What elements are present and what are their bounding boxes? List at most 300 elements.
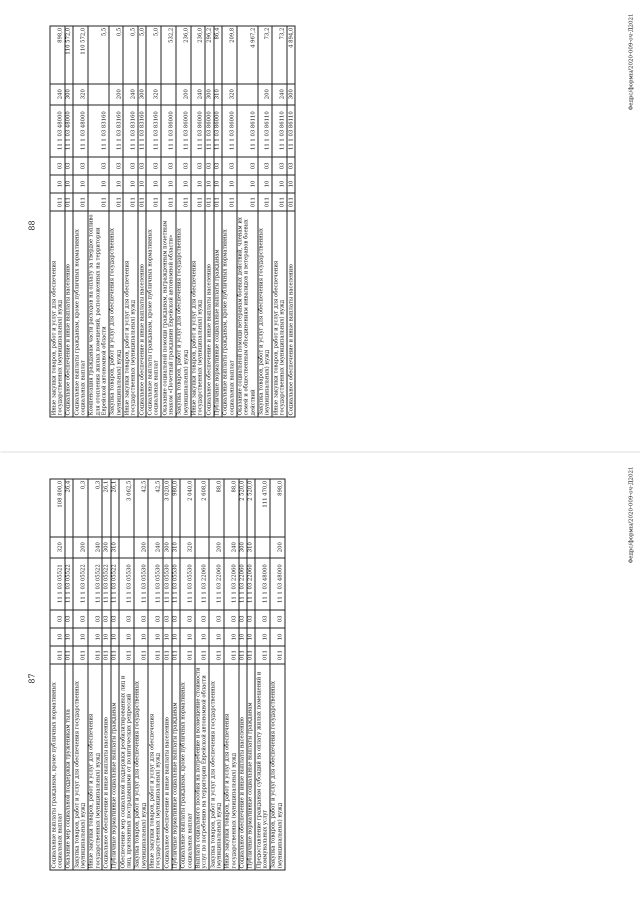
subsection-code: 03 xyxy=(88,610,103,628)
expense-type-code: 240 xyxy=(50,84,65,105)
ministry-code: 011 xyxy=(73,646,88,664)
expense-type-code: 320 xyxy=(222,84,237,105)
subsection-code: 03 xyxy=(111,610,119,628)
subsection-code: 03 xyxy=(191,157,206,175)
table-row xyxy=(214,26,222,417)
table-row xyxy=(224,479,239,870)
ministry-code: 011 xyxy=(65,193,73,211)
ministry-code: 011 xyxy=(209,646,224,664)
amount: 5,0 xyxy=(138,26,146,84)
ministry-code: 011 xyxy=(191,193,206,211)
ministry-code: 011 xyxy=(176,193,191,211)
subsection-code: 03 xyxy=(50,610,65,628)
amount: 88,0 xyxy=(209,479,224,537)
target-article-code: 11 1 03 86000 xyxy=(161,105,176,157)
target-article-code: 11 1 03 83160 xyxy=(88,105,109,157)
subsection-code: 03 xyxy=(180,610,195,628)
ministry-code: 011 xyxy=(255,646,270,664)
subsection-code: 03 xyxy=(134,610,149,628)
row-name: Иные закупки товаров, работ и услуг для обеспечения государственных (муниципальных) нужд xyxy=(224,664,239,870)
row-name: Закупка товаров, работ и услуг для обеспечения государственных (муниципальных) нужд xyxy=(176,211,191,417)
ministry-code: 011 xyxy=(148,646,163,664)
section-code: 10 xyxy=(239,628,247,646)
amount: 88,0 xyxy=(224,479,239,537)
subsection-code: 03 xyxy=(222,157,237,175)
table-row xyxy=(180,479,195,870)
section-code: 10 xyxy=(287,175,295,193)
table-row xyxy=(88,26,109,417)
table-row xyxy=(191,26,206,417)
table-row xyxy=(119,479,134,870)
section-code: 10 xyxy=(163,628,171,646)
ministry-code: 011 xyxy=(111,646,119,664)
amount: 4 894,0 xyxy=(287,26,295,84)
row-name: Закупка товаров, работ и услуг для обеспечения государственных (муниципальных) нужд xyxy=(258,211,273,417)
target-article-code: 11 1 03 22060 xyxy=(247,558,255,610)
amount: 0,5 xyxy=(109,26,124,84)
amount: 5,0 xyxy=(146,26,161,84)
ministry-code: 011 xyxy=(172,646,180,664)
expense-type-code xyxy=(119,537,134,558)
row-name: Иные закупки товаров, работ и услуг для обеспечения государственных (муниципальных) нужд xyxy=(191,211,206,417)
table-row xyxy=(176,26,191,417)
row-name: Обеспечение мер социальной поддержки реабилитированных лиц и лиц, признанных пострадавшими от политических репрессий xyxy=(119,664,134,870)
table-row xyxy=(195,479,210,870)
amount: 209,8 xyxy=(222,26,237,84)
target-article-code: 11 1 03 86110 xyxy=(237,105,258,157)
budget-table-body xyxy=(50,26,295,417)
amount: 980,0 xyxy=(172,479,180,537)
ministry-code: 011 xyxy=(239,646,247,664)
subsection-code: 03 xyxy=(239,610,247,628)
target-article-code: 11 1 03 05522 xyxy=(65,558,73,610)
table-row xyxy=(255,479,270,870)
page-footer: Федрс/формы/2020-009-оч-Д2021 xyxy=(628,13,635,111)
ministry-code: 011 xyxy=(237,193,258,211)
target-article-code: 11 1 03 05530 xyxy=(148,558,163,610)
table-row xyxy=(111,479,119,870)
section-code: 10 xyxy=(123,175,138,193)
ministry-code: 011 xyxy=(214,193,222,211)
expense-type-code: 300 xyxy=(138,84,146,105)
amount: 236,0 xyxy=(176,26,191,84)
table-row xyxy=(148,479,163,870)
ministry-code: 011 xyxy=(180,646,195,664)
section-code: 10 xyxy=(258,175,273,193)
row-name: Иные закупки товаров, работ и услуг для обеспечения государственных (муниципальных) нужд xyxy=(272,211,287,417)
amount: 0,3 xyxy=(88,479,103,537)
target-article-code: 11 1 03 86110 xyxy=(287,105,295,157)
page-footer: Федрс/формы/2020-009-оч-Д2021 xyxy=(628,466,635,564)
row-name: Иные закупки товаров, работ и услуг для обеспечения государственных (муниципальных) нужд xyxy=(148,664,163,870)
row-name: Социальное обеспечение и иные выплаты населению xyxy=(138,211,146,417)
table-row xyxy=(272,26,287,417)
row-name: Оказание мер социальной поддержки труженикам тыла xyxy=(65,664,73,870)
target-article-code: 11 1 03 05530 xyxy=(119,558,134,610)
expense-type-code: 300 xyxy=(239,537,247,558)
row-name: Социальное обеспечение и иные выплаты населению xyxy=(65,211,73,417)
amount: 236,0 xyxy=(191,26,206,84)
ministry-code: 011 xyxy=(138,193,146,211)
row-name: Закупка товаров, работ и услуг для обеспечения государственных (муниципальных) нужд xyxy=(270,664,285,870)
budget-table-left xyxy=(50,479,286,871)
amount: 532,2 xyxy=(161,26,176,84)
target-article-code: 11 1 03 83160 xyxy=(138,105,146,157)
expense-type-code: 240 xyxy=(224,537,239,558)
target-article-code: 11 1 03 86000 xyxy=(191,105,206,157)
expense-type-code xyxy=(88,84,109,105)
table-row xyxy=(258,26,273,417)
ministry-code: 011 xyxy=(247,646,255,664)
table-row xyxy=(88,479,103,870)
subsection-code: 03 xyxy=(195,610,210,628)
section-code: 10 xyxy=(102,628,110,646)
row-name: Предоставление гражданам субсидий на оплату жилых помещений и коммунальных услуг xyxy=(255,664,270,870)
target-article-code: 11 1 03 48000 xyxy=(270,558,285,610)
target-article-code: 11 1 03 48000 xyxy=(73,105,88,157)
section-code: 10 xyxy=(214,175,222,193)
row-name: Оказание социальной помощи ветеранам боевых действий, членам их семей и общественным объединениям инвалидов и ветеранов боевых действий xyxy=(237,211,258,417)
table-row xyxy=(50,26,65,417)
ministry-code: 011 xyxy=(109,193,124,211)
amount: 296,2 xyxy=(205,26,213,84)
subsection-code: 03 xyxy=(224,610,239,628)
table-row xyxy=(50,479,65,870)
table-row xyxy=(172,479,180,870)
table-row xyxy=(209,479,224,870)
target-article-code: 11 1 03 83160 xyxy=(123,105,138,157)
table-row xyxy=(138,26,146,417)
table-row xyxy=(65,479,73,870)
row-name: Социальные выплаты гражданам, кроме публичных нормативных социальных выплат xyxy=(180,664,195,870)
target-article-code: 11 1 03 22060 xyxy=(224,558,239,610)
section-code: 10 xyxy=(88,175,109,193)
section-code: 10 xyxy=(161,175,176,193)
section-code: 10 xyxy=(205,175,213,193)
target-article-code: 11 1 03 86000 xyxy=(176,105,191,157)
table-row xyxy=(239,479,247,870)
expense-type-code xyxy=(195,537,210,558)
expense-type-code: 300 xyxy=(65,84,73,105)
table-row xyxy=(237,26,258,417)
ministry-code: 011 xyxy=(119,646,134,664)
ministry-code: 011 xyxy=(102,646,110,664)
subsection-code: 03 xyxy=(65,157,73,175)
ministry-code: 011 xyxy=(88,646,103,664)
amount: 0,5 xyxy=(123,26,138,84)
amount: 26,1 xyxy=(102,479,110,537)
expense-type-code: 240 xyxy=(123,84,138,105)
target-article-code: 11 1 03 86000 xyxy=(222,105,237,157)
target-article-code: 11 1 03 48000 xyxy=(65,105,73,157)
subsection-code: 03 xyxy=(209,610,224,628)
table-row xyxy=(146,26,161,417)
section-code: 10 xyxy=(73,628,88,646)
target-article-code: 11 1 03 05522 xyxy=(88,558,103,610)
row-name: Социальные выплаты гражданам, кроме публичных нормативных социальных выплат xyxy=(146,211,161,417)
ministry-code: 011 xyxy=(88,193,109,211)
expense-type-code: 240 xyxy=(272,84,287,105)
expense-type-code: 200 xyxy=(270,537,285,558)
subsection-code: 03 xyxy=(247,610,255,628)
section-code: 10 xyxy=(172,628,180,646)
expense-type-code xyxy=(255,537,270,558)
subsection-code: 03 xyxy=(109,157,124,175)
row-name: Иные закупки товаров, работ и услуг для обеспечения государственных (муниципальных) нужд xyxy=(123,211,138,417)
section-code: 10 xyxy=(237,175,258,193)
page-number: 87 xyxy=(27,673,37,684)
amount: 2 040,0 xyxy=(180,479,195,537)
section-code: 10 xyxy=(195,628,210,646)
section-code: 10 xyxy=(222,175,237,193)
row-name: Социальные выплаты гражданам, кроме публичных нормативных социальных выплат xyxy=(73,211,88,417)
amount: 110 572,0 xyxy=(65,26,73,84)
row-name: Иные закупки товаров, работ и услуг для обеспечения государственных (муниципальных) нужд xyxy=(50,211,65,417)
ministry-code: 011 xyxy=(50,193,65,211)
section-code: 10 xyxy=(247,628,255,646)
row-name: Публичные нормативные социальные выплаты гражданам xyxy=(172,664,180,870)
expense-type-code: 310 xyxy=(111,537,119,558)
expense-type-code: 240 xyxy=(191,84,206,105)
target-article-code: 11 1 03 86000 xyxy=(205,105,213,157)
amount: 42,5 xyxy=(134,479,149,537)
expense-type-code: 240 xyxy=(88,537,103,558)
table-row xyxy=(134,479,149,870)
expense-type-code: 320 xyxy=(73,84,88,105)
subsection-code: 03 xyxy=(73,610,88,628)
row-name: Закупка товаров, работ и услуг для обеспечения государственных (муниципальных) нужд xyxy=(209,664,224,870)
subsection-code: 03 xyxy=(146,157,161,175)
section-code: 10 xyxy=(50,628,65,646)
target-article-code: 11 1 03 05522 xyxy=(102,558,110,610)
target-article-code: 11 1 03 05530 xyxy=(180,558,195,610)
table-row xyxy=(287,26,295,417)
section-code: 10 xyxy=(180,628,195,646)
row-name: Публичные нормативные социальные выплаты гражданам xyxy=(111,664,119,870)
amount: 2 520,0 xyxy=(247,479,255,537)
amount: 73,2 xyxy=(272,26,287,84)
ministry-code: 011 xyxy=(287,193,295,211)
target-article-code: 11 1 03 86110 xyxy=(258,105,273,157)
amount: 26,1 xyxy=(111,479,119,537)
target-article-code: 11 1 03 05521 xyxy=(50,558,65,610)
amount: 108 800,0 xyxy=(50,479,65,537)
row-name: Закупка товаров, работ и услуг для обеспечения государственных (муниципальных) нужд xyxy=(134,664,149,870)
expense-type-code: 310 xyxy=(172,537,180,558)
row-name: Социальное обеспечение и иные выплаты населению xyxy=(287,211,295,417)
section-code: 10 xyxy=(146,175,161,193)
ministry-code: 011 xyxy=(224,646,239,664)
ministry-code: 011 xyxy=(222,193,237,211)
section-code: 10 xyxy=(50,175,65,193)
subsection-code: 03 xyxy=(163,610,171,628)
table-row xyxy=(65,26,73,417)
subsection-code: 03 xyxy=(123,157,138,175)
section-code: 10 xyxy=(148,628,163,646)
expense-type-code xyxy=(161,84,176,105)
ministry-code: 011 xyxy=(258,193,273,211)
target-article-code: 11 1 03 86110 xyxy=(272,105,287,157)
ministry-code: 011 xyxy=(205,193,213,211)
expense-type-code: 240 xyxy=(148,537,163,558)
rotated-spread xyxy=(1,0,640,905)
page-88 xyxy=(1,0,640,452)
amount: 3 020,0 xyxy=(163,479,171,537)
section-code: 10 xyxy=(88,628,103,646)
ministry-code: 011 xyxy=(195,646,210,664)
table-row xyxy=(109,26,124,417)
ministry-code: 011 xyxy=(146,193,161,211)
subsection-code: 03 xyxy=(65,610,73,628)
table-row xyxy=(161,26,176,417)
ministry-code: 011 xyxy=(65,646,73,664)
row-name: Публичные нормативные социальные выплаты гражданам xyxy=(247,664,255,870)
expense-type-code: 320 xyxy=(146,84,161,105)
subsection-code: 03 xyxy=(138,157,146,175)
ministry-code: 011 xyxy=(161,193,176,211)
row-name: Социальное обеспечение и иные выплаты населению xyxy=(102,664,110,870)
subsection-code: 03 xyxy=(161,157,176,175)
row-name: Оказание социальной помощи гражданам, награжденным почетным знаком «Почетный гражданин Еврейской автономной области» xyxy=(161,211,176,417)
target-article-code: 11 1 03 05522 xyxy=(111,558,119,610)
expense-type-code: 310 xyxy=(214,84,222,105)
amount: 110 572,0 xyxy=(73,26,88,84)
table-row xyxy=(205,26,213,417)
subsection-code: 03 xyxy=(119,610,134,628)
table-row xyxy=(73,26,88,417)
table-row xyxy=(73,479,88,870)
subsection-code: 03 xyxy=(258,157,273,175)
target-article-code: 11 1 03 05530 xyxy=(163,558,171,610)
ministry-code: 011 xyxy=(50,646,65,664)
row-name: Социальное обеспечение и иные выплаты населению xyxy=(239,664,247,870)
section-code: 10 xyxy=(270,628,285,646)
amount: 2 520,0 xyxy=(239,479,247,537)
target-article-code: 11 1 03 05522 xyxy=(73,558,88,610)
amount: 5,5 xyxy=(88,26,109,84)
subsection-code: 03 xyxy=(272,157,287,175)
page-divider xyxy=(1,452,640,453)
section-code: 10 xyxy=(272,175,287,193)
expense-type-code: 200 xyxy=(134,537,149,558)
target-article-code: 11 1 03 86000 xyxy=(214,105,222,157)
ministry-code: 011 xyxy=(270,646,285,664)
section-code: 10 xyxy=(134,628,149,646)
expense-type-code: 200 xyxy=(109,84,124,105)
section-code: 10 xyxy=(109,175,124,193)
row-name: Компенсация гражданам части расходов на оплату за твердое топливо для отопления жилых помещений, расположенных на территории Еврейской автономной области xyxy=(88,211,109,417)
page-87 xyxy=(1,453,640,905)
expense-type-code: 200 xyxy=(73,537,88,558)
ministry-code: 011 xyxy=(73,193,88,211)
section-code: 10 xyxy=(224,628,239,646)
target-article-code: 11 1 03 05530 xyxy=(134,558,149,610)
target-article-code: 11 1 03 48000 xyxy=(255,558,270,610)
amount: 3 062,5 xyxy=(119,479,134,537)
subsection-code: 03 xyxy=(237,157,258,175)
section-code: 10 xyxy=(111,628,119,646)
expense-type-code: 200 xyxy=(258,84,273,105)
table-row xyxy=(123,26,138,417)
amount: 898,0 xyxy=(270,479,285,537)
target-article-code: 11 1 03 05530 xyxy=(172,558,180,610)
subsection-code: 03 xyxy=(73,157,88,175)
row-name: Социальные выплаты гражданам, кроме публичных нормативных социальных выплат xyxy=(222,211,237,417)
subsection-code: 03 xyxy=(270,610,285,628)
subsection-code: 03 xyxy=(205,157,213,175)
table-row xyxy=(247,479,255,870)
amount: 42,5 xyxy=(148,479,163,537)
target-article-code: 11 1 03 22060 xyxy=(195,558,210,610)
subsection-code: 03 xyxy=(255,610,270,628)
budget-table-body xyxy=(50,479,285,870)
subsection-code: 03 xyxy=(176,157,191,175)
expense-type-code: 320 xyxy=(180,537,195,558)
amount: 2 608,0 xyxy=(195,479,210,537)
row-name: Выплата социального пособия на погребение и возмещение стоимости услуг по погребению на территории Еврейской автономной области xyxy=(195,664,210,870)
ministry-code: 011 xyxy=(272,193,287,211)
expense-type-code: 300 xyxy=(102,537,110,558)
subsection-code: 03 xyxy=(287,157,295,175)
amount: 111 470,0 xyxy=(255,479,270,537)
row-name: Социальное обеспечение и иные выплаты населению xyxy=(205,211,213,417)
table-row xyxy=(102,479,110,870)
subsection-code: 03 xyxy=(50,157,65,175)
amount: 73,2 xyxy=(258,26,273,84)
subsection-code: 03 xyxy=(148,610,163,628)
target-article-code: 11 1 03 48000 xyxy=(50,105,65,157)
ministry-code: 011 xyxy=(123,193,138,211)
expense-type-code: 300 xyxy=(287,84,295,105)
budget-table-right xyxy=(50,26,296,418)
amount: 4 967,2 xyxy=(237,26,258,84)
amount: 26,4 xyxy=(65,479,73,537)
table-row xyxy=(222,26,237,417)
section-code: 10 xyxy=(209,628,224,646)
row-name: Публичные нормативные социальные выплаты гражданам xyxy=(214,211,222,417)
row-name: Социальные выплаты гражданам, кроме публичных нормативных социальных выплат xyxy=(50,664,65,870)
row-name: Закупка товаров, работ и услуг для обеспечения государственных (муниципальных) нужд xyxy=(73,664,88,870)
table-row xyxy=(163,479,171,870)
section-code: 10 xyxy=(138,175,146,193)
subsection-code: 03 xyxy=(102,610,110,628)
table-row xyxy=(270,479,285,870)
expense-type-code: 200 xyxy=(209,537,224,558)
page-number: 88 xyxy=(27,220,37,231)
amount: 898,0 xyxy=(50,26,65,84)
expense-type-code xyxy=(237,84,258,105)
target-article-code: 11 1 03 22060 xyxy=(209,558,224,610)
section-code: 10 xyxy=(65,628,73,646)
subsection-code: 03 xyxy=(88,157,109,175)
target-article-code: 11 1 03 22060 xyxy=(239,558,247,610)
amount: 0,3 xyxy=(73,479,88,537)
row-name: Закупка товаров, работ и услуг для обеспечения государственных (муниципальных) нужд xyxy=(109,211,124,417)
expense-type-code: 320 xyxy=(50,537,65,558)
ministry-code: 011 xyxy=(163,646,171,664)
ministry-code: 011 xyxy=(134,646,149,664)
amount: 86,4 xyxy=(214,26,222,84)
expense-type-code xyxy=(65,537,73,558)
row-name: Социальное обеспечение и иные выплаты населению xyxy=(163,664,171,870)
section-code: 10 xyxy=(65,175,73,193)
section-code: 10 xyxy=(119,628,134,646)
target-article-code: 11 1 03 83160 xyxy=(146,105,161,157)
section-code: 10 xyxy=(191,175,206,193)
section-code: 10 xyxy=(255,628,270,646)
expense-type-code: 310 xyxy=(247,537,255,558)
row-name: Иные закупки товаров, работ и услуг для обеспечения государственных (муниципальных) нужд xyxy=(88,664,103,870)
